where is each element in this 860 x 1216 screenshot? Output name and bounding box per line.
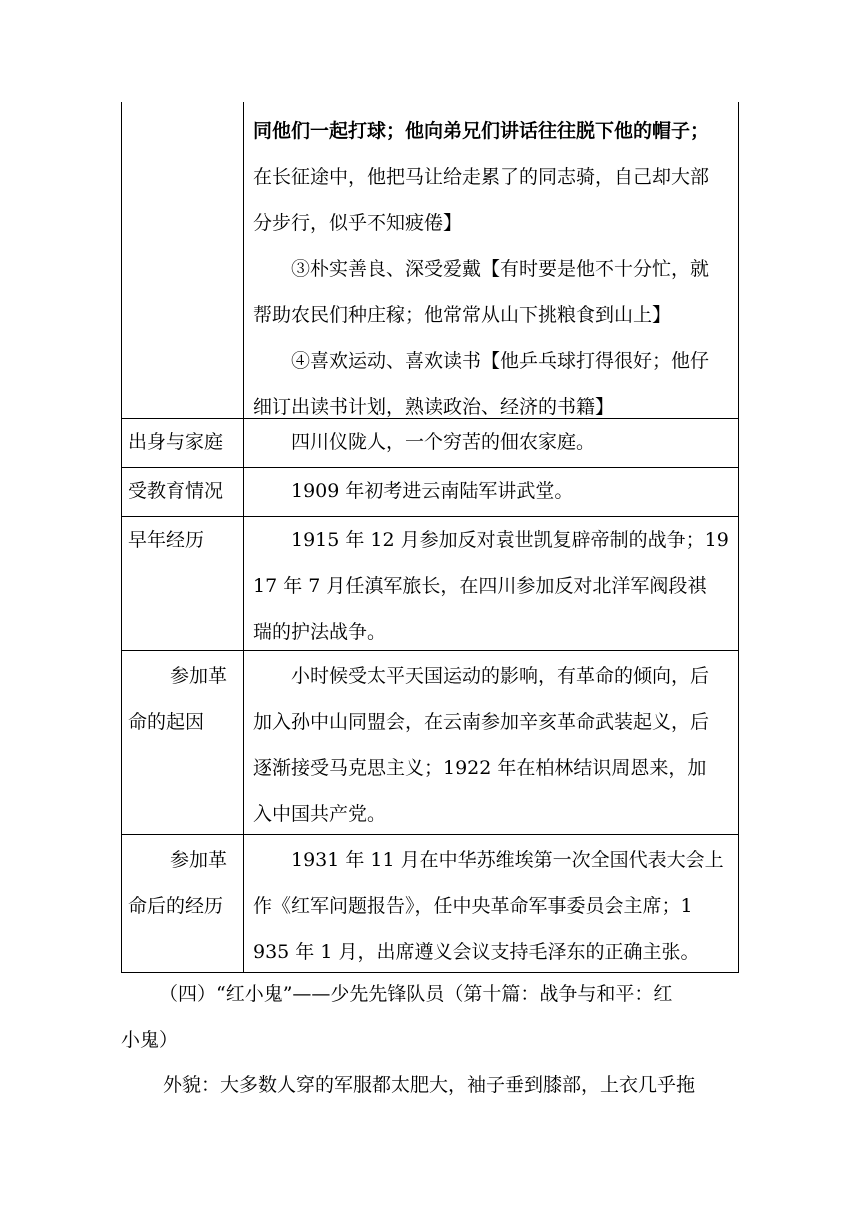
label-line: 参加革	[170, 665, 228, 687]
content-line: 加入孙中山同盟会，在云南参加辛亥革命武装起义，后	[253, 711, 710, 733]
content-line: 作《红军问题报告》，任中央革命军事委员会主席；1	[253, 895, 693, 917]
content-line: 1931 年 11 月在中华苏维埃第一次全国代表大会上	[291, 849, 724, 871]
row-label	[122, 468, 244, 516]
label-line: 命的起因	[128, 711, 205, 733]
row-label	[122, 651, 244, 834]
row-content	[244, 468, 738, 516]
table-row-origin	[122, 418, 738, 467]
label-line: 参加革	[170, 849, 228, 871]
row-content	[244, 419, 738, 467]
profile-table	[121, 102, 739, 973]
content-line: 同他们一起打球；他向弟兄们讲话往往脱下他的帽子；	[253, 120, 710, 142]
appearance-paragraph	[121, 1062, 741, 1108]
row-label-empty	[122, 102, 244, 418]
row-label	[122, 835, 244, 972]
content-line: 分步行，似乎不知疲倦】	[253, 212, 463, 234]
label-line: 命后的经历	[128, 895, 224, 917]
row-label	[122, 517, 244, 650]
label-line: 出身与家庭	[128, 431, 224, 453]
content-line: 1909 年初考进云南陆军讲武堂。	[291, 480, 574, 502]
content-line: 逐渐接受马克思主义；1922 年在柏林结识周恩来，加	[253, 757, 707, 779]
row-label	[122, 419, 244, 467]
row-content-traits	[244, 102, 738, 418]
table-row-early-experience	[122, 516, 738, 650]
table-row-traits	[122, 102, 738, 418]
label-line: 受教育情况	[128, 480, 224, 502]
content-line: 935 年 1 月，出席遵义会议支持毛泽东的正确主张。	[253, 941, 700, 963]
row-content	[244, 651, 738, 834]
content-line: 1915 年 12 月参加反对袁世凯复辟帝制的战争；19	[291, 529, 729, 551]
content-line: 在长征途中，他把马让给走累了的同志骑，自己却大部	[253, 166, 710, 188]
section-heading	[121, 971, 741, 1063]
table-row-revolution-cause	[122, 650, 738, 834]
content-line: ③朴实善良、深受爱戴【有时要是他不十分忙，就	[291, 258, 710, 280]
content-line: 17 年 7 月任滇军旅长，在四川参加反对北洋军阀段祺	[253, 575, 707, 597]
content-line: 细订出读书计划，熟读政治、经济的书籍】	[253, 396, 615, 418]
row-content	[244, 835, 738, 972]
table-row-education	[122, 467, 738, 516]
row-content	[244, 517, 738, 650]
heading-line: （四）“红小鬼”——少先先锋队员（第十篇：战争与和平：红	[159, 983, 673, 1005]
content-line: ④喜欢运动、喜欢读书【他乒乓球打得很好；他仔	[291, 350, 710, 372]
content-line: 小时候受太平天国运动的影响，有革命的倾向，后	[291, 665, 710, 687]
content-line: 帮助农民们种庄稼；他常常从山下挑粮食到山上】	[253, 304, 672, 326]
content-line: 入中国共产党。	[253, 803, 387, 825]
label-line: 早年经历	[128, 529, 205, 551]
content-line: 瑞的护法战争。	[253, 621, 387, 643]
heading-line: 小鬼）	[121, 1029, 179, 1051]
content-line: 四川仪陇人，一个穷苦的佃农家庭。	[291, 431, 596, 453]
table-row-revolution-experience	[122, 834, 738, 972]
appearance-line: 外貌：大多数人穿的军服都太肥大，袖子垂到膝部，上衣几乎拖	[163, 1074, 696, 1096]
